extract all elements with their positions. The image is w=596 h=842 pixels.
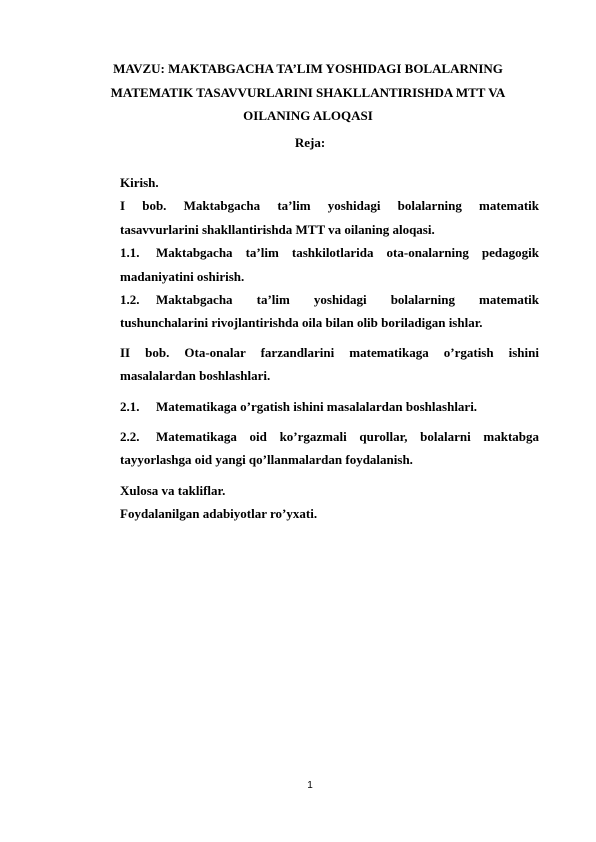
- toc-section-1-1-number: 1.1.: [120, 245, 140, 261]
- toc-references: Foydalanilgan adabiyotlar ro’yxati.: [120, 506, 318, 522]
- toc-section-2-2-line-2: tayyorlashga oid yangi qo’llanmalardan foydalanish.: [120, 452, 413, 468]
- table-of-contents: [120, 171, 539, 526]
- toc-section-1-2-number: 1.2.: [120, 292, 140, 308]
- plan-heading: Reja:: [294, 135, 326, 150]
- toc-section-1-2: [120, 288, 539, 311]
- title-line-1: MAVZU: MAKTABGACHA TA’LIM YOSHIDAGI BOLALARNING: [113, 61, 503, 76]
- toc-section-2-1-text: Matematikaga o’rgatish ishini masalalardan boshlashlari.: [156, 398, 478, 414]
- page-number: 1: [307, 780, 313, 791]
- toc-section-2-2-line-1: Matematikaga oid ko’rgazmali qurollar, bolalarni maktabga: [156, 429, 539, 445]
- toc-section-1-1: [120, 241, 539, 264]
- toc-chapter-1-line-2: tasavvurlarini shakllantirishda MTT va oilaning aloqasi.: [120, 221, 435, 237]
- toc-conclusion: Xulosa va takliflar.: [120, 482, 226, 498]
- toc-section-2-1-number: 2.1.: [120, 398, 140, 414]
- toc-section-1-2-line-2: tushunchalarini rivojlantirishda oila bilan olib boriladigan ishlar.: [120, 315, 483, 331]
- toc-section-1-1-line-2: madaniyatini oshirish.: [120, 268, 245, 284]
- toc-section-1-2-line-1: Maktabgacha ta’lim yoshidagi bolalarning matematik: [156, 292, 539, 308]
- toc-chapter-1-line-1: I bob. Maktabgacha ta’lim yoshidagi bolalarning matematik: [120, 198, 539, 214]
- toc-section-2-1: [120, 395, 539, 418]
- toc-intro: Kirish.: [120, 175, 159, 190]
- toc-chapter-2-line-1: II bob. Ota-onalar farzandlarini matematikaga o’rgatish ishini: [120, 344, 539, 360]
- toc-chapter-2-line-2: masalalardan boshlashlari.: [120, 368, 271, 384]
- toc-section-2-2-number: 2.2.: [120, 429, 140, 445]
- document-title: [92, 57, 524, 128]
- toc-section-2-2: [120, 425, 539, 448]
- title-line-2: MATEMATIK TASAVVURLARINI SHAKLLANTIRISHDA MTT VA: [110, 84, 506, 100]
- toc-section-1-1-line-1: Maktabgacha ta’lim tashkilotlarida ota-onalarning pedagogik: [156, 245, 539, 261]
- title-line-3: OILANING ALOQASI: [243, 108, 373, 123]
